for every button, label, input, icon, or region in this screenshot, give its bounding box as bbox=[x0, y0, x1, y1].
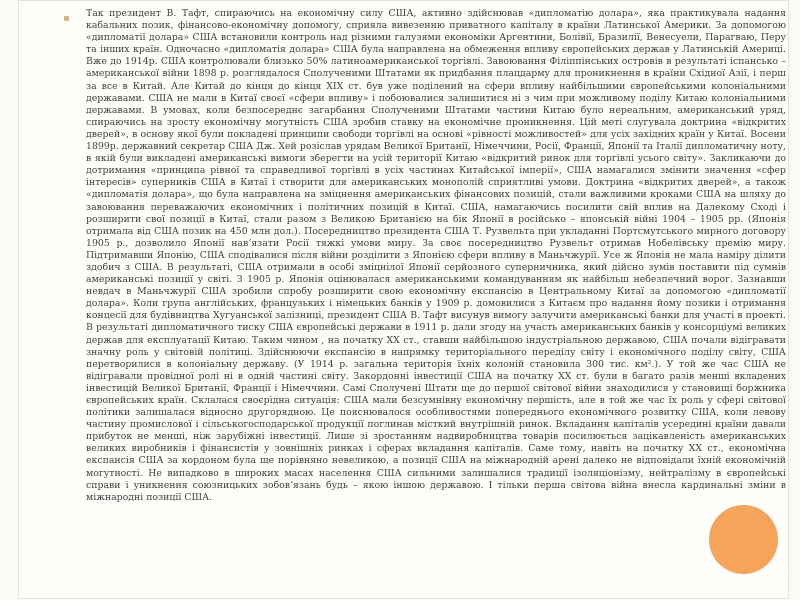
bullet-marker bbox=[64, 16, 69, 21]
body-text: Так президент В. Тафт, спираючись на економічну силу США, активно здійснював «дипломатію долара», яка практикувала надання кабальних позик, фінансово-економічну допомогу, сприяла вивезенню приватного капіталу в країни Латинської Америки. За допомогою «дипломатії долара» США встановили контроль над різними галузями економіки Аргентини, Болівії, Бразилії, Венесуели, Парагваю, Перу та інших країн. Одночасно «дипломатія долара» США була направлена на обмеження впливу європейських держав у Латинській Америці. Вже до 1914р. США контролювали близько 50% латиноамериканської торгівлі. Завоювання Філіппінських островів в результаті іспансько – американської війни 1898 р. розглядалося Сполученими Штатами як придбання плацдарму для проникнення в країни Східної Азії, і перш за все в Китай. Але Китай до кінця до кінця XIX ст. був уже поділений на сфери впливу найбільшими європейськими колоніальними державами. США не мали в Китаї своєї «сфери впливу» і побоювалися залишитися ні з чим при можливому поділу Китаю колоніальними державами. В умовах, коли безпосереднє загарбання Сполученими Штатами частини Китаю було нереальним, американський уряд, спираючись на зросту економічну могутність США зробив ставку на економічне проникнення. Цій меті слугувала доктрина «відкритих дверей», в основу якої були покладені принципи свободи торгівлі на основі «рівності можливостей» для усіх західних країн у Китаї. Восени 1899р. державний секретар США Дж. Хей розіслав урядам Великої Британії, Німеччини, Росії, Франції, Японії та Італії дипломатичну ноту, в якій були викладені американські вимоги зберегти на усій території Китаю «відкритий ринок для торгівлі усього світу». Закликаючи до дотримання «принципа рівної та справедливої торгівлі в усіх частинах Китайської імперії», США намагалися змінити значення «сфер інтересів» суперників США в Китаї і створити для американських монополій сприятливі умови. Доктрина «відкритих дверей», а також «дипломатія долара», що була направлена на зміцнення американських фінансових позицій, стали важливими кроками США на шляху до завоювання переважаючих економічних і політичних позицій в Китаї. США, намагаючись посилити свій вплив на Далекому Сході і розширити свої позиції в Китаї, стали разом з Великою Британією на бік Японії в російсько – японській війні 1904 – 1905 рр. (Японія отримала від США позик на 450 млн дол.). Посередництво президента США Т. Рузвельта при укладанні Портсмутського мирного договору 1905 р., дозволило Японії навʼязати Росії тяжкі умови миру. За своє посередництво Рузвельт отримав Нобелівську премію миру. Підтримавши Японію, США сподівалися після війни розділити з Японією сфери впливу в Маньчжурії. Усе ж Японія не мала наміру ділити здобич з США. В результаті, США отримали в особі зміцнілої Японії серйозного суперничника, який дійсно зумів поставити під сумнів американські позиції у світі. З 1905 р. Японія оцінювалася американськими командуванням як найбільш небезпечний ворог. Зазнавши невдач в Маньчжурії США зробили спробу розширити свою економічну експансію в Центральному Китаї за допомогою «дипломатії долара». Коли група англійських, французьких і німецьких банків у 1909 р. домовилися з Китаєм про надання йому позики і отримання концесії для будівництва Хугуанської залізниці, президент США В. Тафт висунув вимогу залучити американські банки для участі в проекті. В результаті дипломатичного тиску США європейські держави в 1911 р. дали згоду на участь американських банків у консорціумі великих держав для експлуатації Китаю. Таким чином , на початку XX ст., ставши найбільшою індустріальною державою, США почали відігравати значну роль у світовій політиці. Здійснюючи експансію в напрямку територіального переділу світу і економічного поділу світу, США перетворилися в колоніальну державу. (У 1914 р. загальна територія їхніх колоній становила 300 тис. км².). У той же час США не відігравали провідної ролі ні в одній частині світу. Закордонні інвестиції США на початку XX ст. були в багато разів менші вкладених інвестицій Великої Британії, Франції і Німеччини. Самі Сполучені Штати ще до першої світової війни знаходилися у становищі боржника європейських країн. Склалася своєрідна ситуація: США мали безсумнівну економічну першість, але в той же час їх роль у сфері світової політики залишалася відносно другорядною. Це пояснювалося особливостями попереднього економічного розвитку США, коли левову частину промислової і сільськогосподарської продукції поглинав місткий внутрішній ринок. Вкладання капіталів усередині країни давали прибуток не менші, ніж зарубіжні інвестиції. Лише зі зростанням надвиробництва товарів посилюється зацікавленість американських великих виробників і фінансистів у зовнішніх ринках і сферах вкладання капіталів. Саме тому, навіть на початку XX ст., економічна експансія США за кордоном була ще порівняно невеликою, а позиції США на міжнародній арені далеко не відповідали їхній економічній могутності. Не випадково в широких масах населення США сильними залишалися традиції ізоляціонізму, нейтралізму в європейські справи і уникнення союзницьких зобовʼязань будь – якою іншою державою. І тільки перша світова війна внесла кардинальні зміни в міжнародні позиції США. bbox=[86, 8, 786, 503]
orange-decorative-circle bbox=[709, 505, 778, 574]
